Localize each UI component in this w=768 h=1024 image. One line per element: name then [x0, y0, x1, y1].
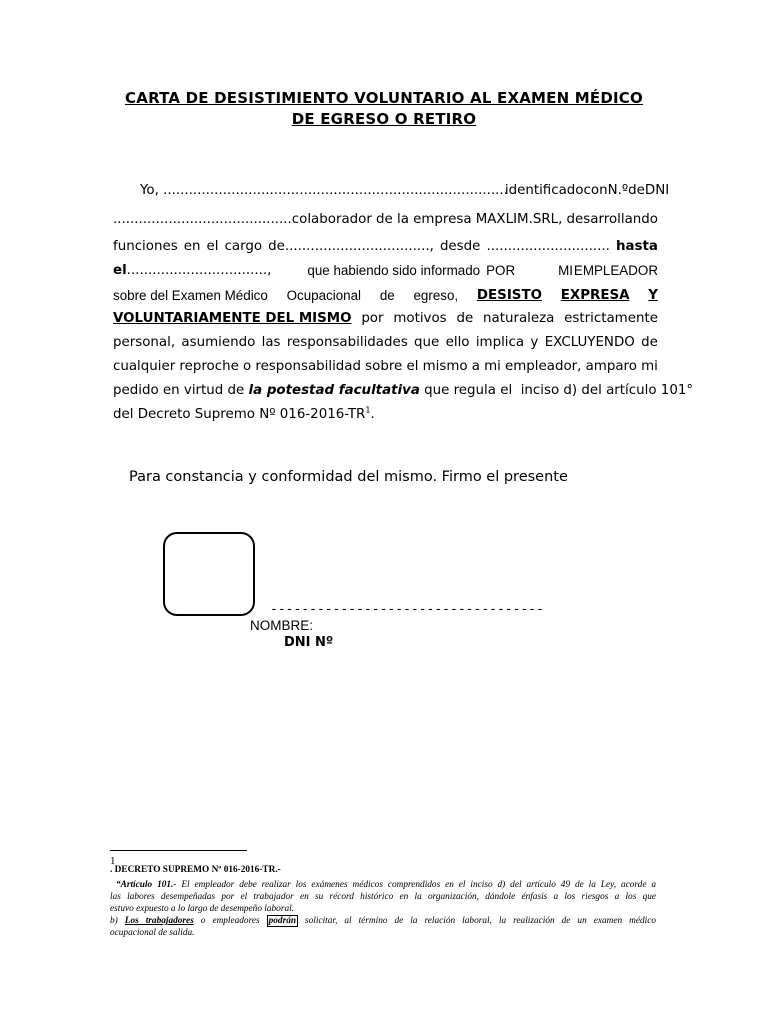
body-text: que regula el inciso d) del artículo 101°: [419, 383, 694, 398]
body-text: en: [183, 239, 201, 254]
footnote-article-label: “Artículo 101.-: [116, 880, 177, 890]
body-text: amparo: [585, 359, 637, 374]
body-text: identificado: [504, 183, 584, 198]
body-text: reproche: [179, 359, 239, 374]
body-line-3: [113, 239, 658, 255]
body-text: mi: [641, 359, 658, 374]
body-text: responsabilidades: [286, 335, 408, 350]
footnote-line: [110, 880, 656, 892]
body-text: empleador,: [505, 359, 582, 374]
footnote-text: o empleadores: [193, 916, 267, 926]
footnote-heading: . DECRETO SUPREMO Nº 016-2016-TR.-: [110, 865, 281, 875]
body-text: Yo, .................................................................................: [140, 183, 508, 198]
body-text: cargo: [224, 239, 263, 254]
footnote-line: [110, 916, 656, 928]
fingerprint-box: [163, 532, 255, 616]
footnote-text: El empleador debe realizar los exámenes médicos comprendidos en el inciso d) del artículo 49 de la Ley, acorde a: [176, 880, 657, 890]
body-text: de: [641, 335, 658, 350]
body-text: desarrollando: [566, 212, 658, 227]
body-text: responsabilidad: [255, 359, 362, 374]
body-text: el: [406, 359, 419, 374]
footnote-line: estuvo expuesto a lo largo de desempeño laboral.: [110, 904, 295, 914]
body-line-4: [113, 263, 658, 279]
company-name: MAXLIM.SRL,: [475, 212, 563, 227]
footnote-emphasis: Los trabajadores: [124, 916, 194, 926]
body-text: funciones: [113, 239, 178, 254]
body-text: N.º: [607, 183, 629, 198]
body-text: MI: [558, 263, 574, 278]
body-text: mi: [484, 359, 501, 374]
body-text: estrictamente: [564, 311, 658, 326]
body-text: las: [261, 335, 281, 350]
body-text-bold: hasta: [615, 239, 658, 254]
body-text: de: [376, 212, 393, 227]
document-title-line-2: DE EGRESO O RETIRO: [291, 110, 477, 128]
body-text: .............................: [486, 239, 610, 254]
body-text-emphasis: Y: [648, 288, 658, 303]
body-text: cualquier: [113, 359, 176, 374]
body-line-7: [113, 335, 658, 351]
body-line-8: [113, 359, 658, 375]
body-text: de: [456, 311, 474, 326]
body-text: EMPLEADOR: [573, 263, 658, 278]
body-text: EXCLUYENDO: [544, 335, 635, 350]
body-text: sobre del Examen Médico: [113, 288, 268, 303]
body-text: de..................................,: [268, 239, 434, 254]
body-text: con: [583, 183, 608, 198]
body-text: y: [530, 335, 539, 350]
footnote-number: 1: [110, 855, 116, 867]
body-line-1: [113, 183, 670, 199]
body-text: del Decreto Supremo Nº 016-2016-TR: [113, 407, 366, 422]
document-title-line-1: CARTA DE DESISTIMIENTO VOLUNTARIO AL EXAMEN MÉDICO: [125, 89, 643, 107]
signature-line: -----------------------------------: [270, 602, 544, 617]
dni-label: DNI Nº: [284, 635, 334, 650]
body-line-5: [113, 288, 658, 304]
body-text: POR: [486, 263, 516, 278]
body-text: mismo: [422, 359, 468, 374]
body-text: que: [414, 335, 440, 350]
body-line-9: [113, 383, 694, 399]
body-text: DNI: [644, 183, 670, 198]
footnote-emphasis-boxed: podrán: [268, 916, 297, 926]
body-text: la: [396, 212, 409, 227]
body-text: .: [370, 407, 375, 422]
body-text: pedido en virtud de: [113, 383, 249, 398]
body-text-bold: el: [113, 263, 127, 278]
body-text: el: [206, 239, 219, 254]
body-text: ..........................................colaborador: [113, 212, 372, 227]
body-text: empresa: [413, 212, 472, 227]
footnote-divider: [110, 850, 247, 851]
body-text: de: [379, 288, 395, 303]
name-label: NOMBRE:: [250, 618, 314, 633]
body-text: de: [628, 183, 645, 198]
closing-statement: Para constancia y conformidad del mismo. Firmo el presente: [129, 469, 568, 485]
body-text: asumiendo: [181, 335, 256, 350]
body-line-10: [113, 407, 658, 423]
footnote-text: b): [110, 916, 125, 926]
footnote-text: solicitar, al término de la relación laboral, la realización de un examen médico: [298, 916, 656, 926]
footnote-line: ocupacional de salida.: [110, 928, 195, 938]
body-text: que habiendo sido informado: [307, 263, 481, 278]
body-text: por: [361, 311, 384, 326]
body-text: a: [471, 359, 480, 374]
body-text-emphasis: la potestad facultativa: [248, 383, 420, 398]
body-text: implica: [475, 335, 525, 350]
body-text-emphasis: EXPRESA: [560, 288, 630, 303]
body-text: naturaleza: [483, 311, 555, 326]
body-text-emphasis: DESISTO: [476, 288, 542, 303]
body-text-emphasis: VOLUNTARIAMENTE DEL MISMO: [113, 311, 352, 326]
footnote-line: las labores desempeñadas por el trabajador en su récord histórico en la organización, dándole énfasis a los riesgos a los que: [110, 892, 656, 902]
body-text: ello: [445, 335, 470, 350]
body-text: egreso,: [413, 288, 459, 303]
body-text: .................................,: [126, 263, 272, 278]
body-text: motivos: [393, 311, 447, 326]
body-text: personal,: [113, 335, 176, 350]
body-line-2: [113, 212, 658, 228]
body-text: Ocupacional: [286, 288, 362, 303]
body-text: desde: [439, 239, 481, 254]
body-line-6: [113, 311, 658, 327]
body-text: o: [243, 359, 252, 374]
footnote-reference[interactable]: 1: [365, 405, 371, 415]
body-text: sobre: [365, 359, 403, 374]
